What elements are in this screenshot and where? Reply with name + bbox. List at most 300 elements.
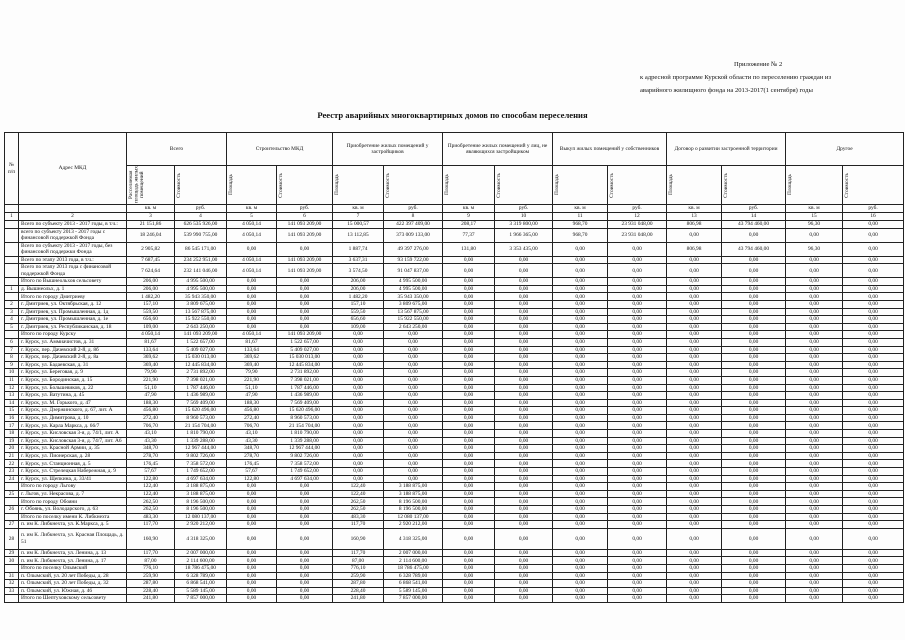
row-value: 0,00	[443, 278, 495, 286]
row-value: 91 047 837,00	[384, 264, 443, 278]
unit-cost: руб.	[843, 205, 904, 213]
table-row	[5, 278, 904, 286]
row-address: г. Курск, ул. Дзержинского, д. 67, лит. А	[19, 407, 127, 415]
row-value: 2 007 000,00	[175, 549, 227, 557]
row-value: 12 080 137,00	[175, 513, 227, 521]
row-value: 0,00	[443, 331, 495, 339]
row-value: 0,00	[786, 557, 843, 565]
row-value: 206,00	[333, 278, 384, 286]
row-value: 0,00	[227, 564, 277, 572]
row-value: 0,00	[722, 346, 786, 354]
row-value: 0,00	[608, 278, 667, 286]
row-value: 141 093 209,00	[277, 331, 333, 339]
table-row	[5, 460, 904, 468]
row-value: 1 810 790,00	[175, 430, 227, 438]
row-value: 0,00	[553, 422, 608, 430]
row-value: 0,00	[786, 399, 843, 407]
row-value: 0,00	[384, 384, 443, 392]
row-value: 0,00	[553, 506, 608, 514]
row-value: 1 966 365,00	[495, 228, 553, 242]
col-number: 16	[843, 213, 904, 221]
row-value: 0,00	[843, 468, 904, 476]
sub-area	[443, 166, 495, 205]
row-value: 0,00	[843, 521, 904, 529]
row-value: 259,90	[127, 572, 175, 580]
row-value: 0,00	[786, 346, 843, 354]
row-value: 188,30	[127, 399, 175, 407]
row-address: п. им К. Либкнехта, ул. Ленина, д. 17	[19, 557, 127, 565]
table-row	[5, 221, 904, 229]
row-value: 1 787 446,00	[175, 384, 227, 392]
unit-area: кв. м	[227, 205, 277, 213]
row-value: 456,80	[127, 407, 175, 415]
row-value: 0,00	[608, 460, 667, 468]
row-value: 6 868 541,00	[175, 580, 227, 588]
row-value: 0,00	[667, 468, 722, 476]
row-value: 0,00	[227, 293, 277, 301]
row-value: 0,00	[333, 369, 384, 377]
row-value: 0,00	[843, 483, 904, 491]
row-number: 4	[5, 316, 19, 324]
row-value: 51,10	[227, 384, 277, 392]
table-row	[5, 490, 904, 498]
row-value: 3 809 675,00	[175, 300, 227, 308]
row-value: 0,00	[495, 300, 553, 308]
row-value: 0,00	[722, 490, 786, 498]
row-value: 0,00	[608, 354, 667, 362]
table-row	[5, 475, 904, 483]
row-value: 0,00	[722, 392, 786, 400]
row-value: 0,00	[608, 256, 667, 264]
row-value: 0,00	[495, 564, 553, 572]
table-row	[5, 228, 904, 242]
row-value: 0,00	[333, 422, 384, 430]
row-value: 0,00	[227, 587, 277, 595]
row-value: 2 731 892,00	[277, 369, 333, 377]
row-value: 0,00	[495, 595, 553, 603]
row-value: 0,00	[553, 445, 608, 453]
row-value: 0,00	[843, 407, 904, 415]
row-value: 35 943 350,00	[384, 293, 443, 301]
table-row	[5, 323, 904, 331]
row-value: 23 931 048,00	[608, 228, 667, 242]
row-value: 0,00	[608, 369, 667, 377]
row-value: 0,00	[843, 293, 904, 301]
row-address: г. Курск, ул. Щепкина, д. 33/41	[19, 475, 127, 483]
row-value: 0,00	[553, 452, 608, 460]
row-value: 0,00	[495, 475, 553, 483]
row-address: г. Курск, ул. Бородинская, д. 15	[19, 376, 127, 384]
annex-line-1: Приложение № 2	[734, 61, 783, 68]
row-value: 0,00	[277, 293, 333, 301]
row-value: 0,00	[843, 399, 904, 407]
row-value: 0,00	[384, 354, 443, 362]
row-value: 0,00	[443, 452, 495, 460]
table-row	[5, 468, 904, 476]
unit-area: кв. м	[667, 205, 722, 213]
row-value: 0,00	[495, 338, 553, 346]
row-value: 0,00	[843, 331, 904, 339]
row-value: 0,00	[495, 557, 553, 565]
row-value: 0,00	[667, 264, 722, 278]
row-value: 18 786 475,00	[175, 564, 227, 572]
row-value: 0,00	[667, 572, 722, 580]
row-value: 0,00	[608, 506, 667, 514]
row-value: 0,00	[553, 437, 608, 445]
table-row	[5, 430, 904, 438]
row-value: 0,00	[495, 468, 553, 476]
row-number: 8	[5, 354, 19, 362]
row-value: 3 188 875,00	[384, 483, 443, 491]
row-value: 0,00	[722, 460, 786, 468]
row-number	[5, 564, 19, 572]
row-value: 3 809 675,00	[384, 300, 443, 308]
row-value: 6 328 789,00	[175, 572, 227, 580]
row-value: 0,00	[667, 228, 722, 242]
row-value: 0,00	[277, 308, 333, 316]
row-value: 228,40	[333, 587, 384, 595]
row-value: 4 697 634,00	[175, 475, 227, 483]
row-value: 0,00	[786, 285, 843, 293]
row-value: 0,00	[553, 414, 608, 422]
row-value: 2 643 250,00	[384, 323, 443, 331]
sub-area-label: Площадь	[668, 174, 675, 196]
row-value: 0,00	[843, 430, 904, 438]
row-value: 0,00	[443, 521, 495, 529]
row-value: 0,00	[786, 407, 843, 415]
sub-area-label: Площадь	[787, 174, 794, 196]
row-value: 0,00	[384, 392, 443, 400]
row-value: 0,00	[722, 580, 786, 588]
row-address: г. Курск, ул. Станционная, д. 5	[19, 460, 127, 468]
row-address: г. Курск, пер. Дачевский 2-й, д. 8б	[19, 346, 127, 354]
row-value: 0,00	[553, 384, 608, 392]
row-value: 0,00	[843, 422, 904, 430]
row-value: 8 960 573,00	[277, 414, 333, 422]
row-value: 0,00	[277, 564, 333, 572]
row-value: 0,00	[553, 361, 608, 369]
table-row	[5, 580, 904, 588]
row-value: 0,00	[667, 316, 722, 324]
table-row	[5, 242, 904, 256]
row-value: 176,45	[227, 460, 277, 468]
row-value: 0,00	[608, 399, 667, 407]
row-value: 7 358 572,00	[175, 460, 227, 468]
row-value: 0,00	[443, 369, 495, 377]
row-value: 776,10	[127, 564, 175, 572]
row-value: 0,00	[786, 264, 843, 278]
header-group-total: Всего	[127, 133, 227, 166]
row-value: 4 050,14	[227, 256, 277, 264]
row-value: 0,00	[608, 422, 667, 430]
row-number: 28	[5, 528, 19, 549]
row-value: 0,00	[277, 521, 333, 529]
row-value: 0,00	[786, 498, 843, 506]
row-value: 0,00	[667, 483, 722, 491]
row-value: 208,17	[443, 221, 495, 229]
row-value: 86 545 171,00	[175, 242, 227, 256]
row-address: Итого по городу Льгову	[19, 483, 127, 491]
row-value: 4 995 500,00	[175, 285, 227, 293]
row-value: 0,00	[722, 549, 786, 557]
row-number: 27	[5, 521, 19, 529]
row-value: 0,00	[667, 490, 722, 498]
row-value: 0,00	[443, 483, 495, 491]
row-value: 4 318 325,00	[175, 528, 227, 549]
row-value: 0,00	[333, 331, 384, 339]
row-value: 0,00	[277, 513, 333, 521]
row-value: 1 436 989,00	[175, 392, 227, 400]
row-value: 0,00	[384, 361, 443, 369]
row-value: 0,00	[843, 256, 904, 264]
row-value: 0,00	[384, 460, 443, 468]
row-value: 0,00	[843, 221, 904, 229]
row-value: 15 030 013,00	[175, 354, 227, 362]
row-value: 0,00	[722, 595, 786, 603]
row-value: 35 943 350,00	[175, 293, 227, 301]
header-address: Адрес МКД	[19, 133, 127, 205]
row-value: 0,00	[384, 475, 443, 483]
row-value: 0,00	[443, 308, 495, 316]
row-value: 0,00	[443, 414, 495, 422]
row-value: 2 643 250,00	[175, 323, 227, 331]
table-row	[5, 498, 904, 506]
row-value: 0,00	[333, 384, 384, 392]
row-value: 0,00	[384, 407, 443, 415]
row-value: 0,00	[722, 308, 786, 316]
row-value: 0,00	[667, 430, 722, 438]
row-address: п. им К. Либкнехта, ул. К.Маркса, д. 5	[19, 521, 127, 529]
row-value: 0,00	[227, 513, 277, 521]
row-value: 43,10	[127, 430, 175, 438]
row-value: 0,00	[843, 308, 904, 316]
row-address: Итого по Шептуховскому сельсовету	[19, 595, 127, 603]
row-value: 1 339 288,00	[175, 437, 227, 445]
row-value: 0,00	[843, 513, 904, 521]
row-value: 348,70	[227, 445, 277, 453]
sub-cost	[384, 166, 443, 205]
row-number: 2	[5, 300, 19, 308]
row-address: г. Курск, ул. Красной Армии, д. 35	[19, 445, 127, 453]
row-value: 0,00	[443, 338, 495, 346]
row-value: 0,00	[443, 256, 495, 264]
table-row	[5, 437, 904, 445]
row-value: 0,00	[786, 293, 843, 301]
row-value: 0,00	[786, 549, 843, 557]
row-address: п. им К. Либкнехта, ул. Ленина, д. 13	[19, 549, 127, 557]
row-value: 2 905,82	[127, 242, 175, 256]
row-value: 0,00	[786, 361, 843, 369]
row-value: 0,00	[443, 285, 495, 293]
row-value: 131,80	[443, 242, 495, 256]
row-value: 483,30	[333, 513, 384, 521]
row-value: 0,00	[608, 300, 667, 308]
row-value: 0,00	[843, 437, 904, 445]
row-number: 30	[5, 557, 19, 565]
row-value: 15 620 496,00	[175, 407, 227, 415]
row-value: 0,00	[843, 587, 904, 595]
row-value: 0,00	[786, 308, 843, 316]
unit-cost: руб.	[277, 205, 333, 213]
row-value: 141 093 209,00	[277, 256, 333, 264]
row-value: 0,00	[843, 445, 904, 453]
row-value: 7 358 572,00	[277, 460, 333, 468]
row-value: 0,00	[443, 528, 495, 549]
row-value: 0,00	[553, 323, 608, 331]
row-value: 0,00	[443, 323, 495, 331]
table-row	[5, 422, 904, 430]
row-value: 0,00	[227, 278, 277, 286]
row-value: 12 445 834,00	[175, 361, 227, 369]
row-value: 656,60	[333, 316, 384, 324]
unit-area: кв. м	[553, 205, 608, 213]
row-value: 0,00	[786, 414, 843, 422]
row-value: 0,00	[786, 506, 843, 514]
sub-area	[553, 166, 608, 205]
sub-area-label: Площадь	[334, 174, 341, 196]
table-row	[5, 407, 904, 415]
row-value: 47,90	[127, 392, 175, 400]
row-value: 0,00	[608, 572, 667, 580]
row-value: 0,00	[553, 587, 608, 595]
row-number: 23	[5, 468, 19, 476]
row-value: 3 188 875,00	[384, 490, 443, 498]
row-value: 0,00	[443, 460, 495, 468]
sub-cost	[608, 166, 667, 205]
row-value: 0,00	[722, 521, 786, 529]
row-value: 0,00	[333, 354, 384, 362]
row-value: 0,00	[608, 285, 667, 293]
row-value: 0,00	[608, 513, 667, 521]
row-value: 0,00	[843, 300, 904, 308]
row-value: 0,00	[608, 293, 667, 301]
row-number	[5, 513, 19, 521]
row-value: 776,10	[333, 564, 384, 572]
row-value: 0,00	[495, 293, 553, 301]
row-value: 0,00	[667, 384, 722, 392]
row-value: 0,00	[786, 475, 843, 483]
table-row	[5, 293, 904, 301]
header-group-other-purchase: Приобретение жилых помещений у лиц, не являющихся застройщиком	[443, 133, 553, 166]
row-value: 0,00	[553, 293, 608, 301]
row-value: 0,00	[277, 595, 333, 603]
sub-cost-label: Стоимость	[723, 172, 730, 198]
row-value: 221,90	[227, 376, 277, 384]
row-value: 0,00	[553, 392, 608, 400]
row-value: 0,00	[553, 264, 608, 278]
row-value: 0,00	[553, 242, 608, 256]
row-value: 79,90	[127, 369, 175, 377]
row-value: 5 589 145,00	[175, 587, 227, 595]
row-value: 806,98	[667, 221, 722, 229]
row-value: 1 522 657,00	[175, 338, 227, 346]
row-value: 0,00	[333, 468, 384, 476]
row-value: 0,00	[495, 278, 553, 286]
row-value: 81,67	[127, 338, 175, 346]
row-value: 0,00	[667, 399, 722, 407]
row-value: 0,00	[667, 346, 722, 354]
row-address: г. Курск, ул. Стрелецкая Набережная, д. 9	[19, 468, 127, 476]
row-value: 262,50	[127, 498, 175, 506]
row-value: 0,00	[277, 300, 333, 308]
row-number: 16	[5, 414, 19, 422]
row-value: 0,00	[786, 572, 843, 580]
row-value: 0,00	[722, 475, 786, 483]
row-value: 0,00	[495, 528, 553, 549]
sub-area	[333, 166, 384, 205]
row-number: 25	[5, 490, 19, 498]
table-row	[5, 300, 904, 308]
row-value: 0,00	[608, 483, 667, 491]
row-value: 0,00	[443, 430, 495, 438]
row-value: 0,00	[553, 468, 608, 476]
row-value: 122,80	[127, 475, 175, 483]
row-value: 21 154 704,00	[175, 422, 227, 430]
row-value: 117,70	[127, 521, 175, 529]
row-address: г. Курск, ул. Карла Маркса, д. 66/7	[19, 422, 127, 430]
row-value: 0,00	[786, 468, 843, 476]
row-number	[5, 242, 19, 256]
registry-table	[4, 132, 904, 603]
row-value: 0,00	[722, 572, 786, 580]
table-row	[5, 564, 904, 572]
col-number: 14	[722, 213, 786, 221]
row-value: 0,00	[608, 452, 667, 460]
row-value: 0,00	[333, 460, 384, 468]
row-value: 4 697 634,00	[277, 475, 333, 483]
row-value: 0,00	[495, 580, 553, 588]
row-value: 0,00	[495, 399, 553, 407]
row-value: 0,00	[495, 316, 553, 324]
row-value: 0,00	[443, 549, 495, 557]
row-value: 1 482,20	[333, 293, 384, 301]
row-value: 57,67	[227, 468, 277, 476]
row-value: 0,00	[277, 483, 333, 491]
row-value: 0,00	[495, 437, 553, 445]
row-value: 0,00	[722, 498, 786, 506]
row-value: 221,90	[127, 376, 175, 384]
table-row	[5, 256, 904, 264]
row-value: 7 569 409,00	[175, 399, 227, 407]
row-value: 0,00	[843, 549, 904, 557]
table-row	[5, 285, 904, 293]
header-group-other: Другое	[786, 133, 904, 166]
row-value: 8 196 500,00	[384, 498, 443, 506]
row-address: г. Обоянь, ул. Володарского, д. 63	[19, 506, 127, 514]
row-value: 3 637,31	[333, 256, 384, 264]
annex-note	[640, 58, 890, 97]
row-value: 278,70	[227, 452, 277, 460]
row-value: 0,00	[443, 354, 495, 362]
row-value: 141 093 209,00	[175, 331, 227, 339]
row-value: 206,00	[127, 285, 175, 293]
row-address: г. Курск, пер. Дачевский 2-й, д. 8а	[19, 354, 127, 362]
row-value: 51,10	[127, 384, 175, 392]
row-value: 0,00	[495, 498, 553, 506]
row-value: 0,00	[722, 414, 786, 422]
row-value: 0,00	[786, 452, 843, 460]
row-value: 0,00	[667, 256, 722, 264]
row-value: 0,00	[667, 564, 722, 572]
col-number: 4	[175, 213, 227, 221]
row-value: 96,30	[786, 242, 843, 256]
row-value: 8 960 573,00	[175, 414, 227, 422]
row-value: 0,00	[333, 445, 384, 453]
row-value: 0,00	[667, 338, 722, 346]
row-value: 0,00	[227, 285, 277, 293]
row-value: 43,30	[127, 437, 175, 445]
row-address: Всего по этапу 2013 года, в т.ч.:	[19, 256, 127, 264]
